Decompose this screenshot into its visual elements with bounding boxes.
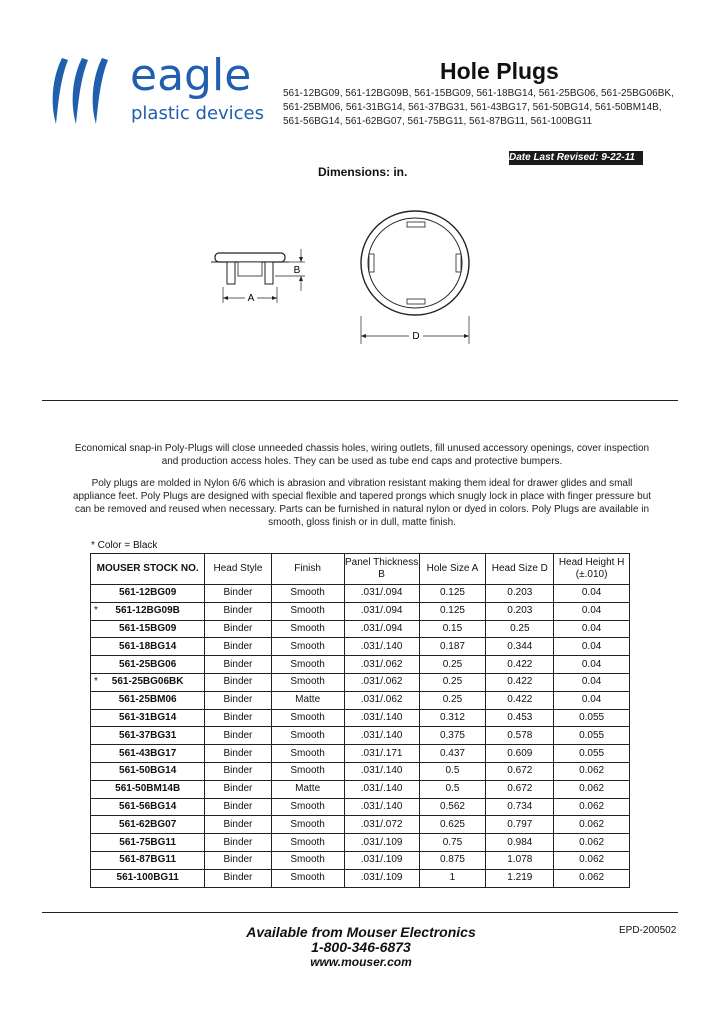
cell-head-size: 1.078 bbox=[486, 851, 554, 869]
cell-finish: Smooth bbox=[271, 745, 344, 763]
cell-finish: Smooth bbox=[271, 585, 344, 603]
cell-head-size: 0.25 bbox=[486, 620, 554, 638]
cell-panel: .031/.140 bbox=[344, 762, 419, 780]
stock-number: 561-15BG09 bbox=[119, 622, 177, 634]
stock-number: 561-12BG09 bbox=[119, 587, 177, 599]
cell-hole: 0.5 bbox=[419, 762, 486, 780]
cell-hole: 0.5 bbox=[419, 780, 486, 798]
stock-number: 561-75BG11 bbox=[119, 836, 177, 848]
col-finish-header: Finish bbox=[271, 554, 344, 585]
table-row bbox=[91, 620, 630, 638]
dim-b-label: B bbox=[293, 265, 301, 276]
cell-head-size: 0.453 bbox=[486, 709, 554, 727]
cell-head-height: 0.062 bbox=[554, 834, 630, 852]
cell-head-height: 0.062 bbox=[554, 851, 630, 869]
table-row bbox=[91, 762, 630, 780]
cell-hole: 1 bbox=[419, 869, 486, 887]
stock-number: 561-50BM14B bbox=[115, 783, 181, 795]
cell-stock bbox=[91, 656, 205, 674]
cell-finish: Smooth bbox=[271, 851, 344, 869]
cell-head-height: 0.062 bbox=[554, 798, 630, 816]
stock-number: 561-37BG31 bbox=[119, 729, 177, 741]
cell-head-style: Binder bbox=[205, 620, 271, 638]
cell-head-height: 0.04 bbox=[554, 656, 630, 674]
table-row bbox=[91, 798, 630, 816]
cell-finish: Matte bbox=[271, 691, 344, 709]
cell-panel: .031/.062 bbox=[344, 656, 419, 674]
cell-head-height: 0.04 bbox=[554, 602, 630, 620]
stock-number: 561-56BG14 bbox=[119, 800, 177, 812]
cell-hole: 0.25 bbox=[419, 691, 486, 709]
table-row bbox=[91, 851, 630, 869]
cell-head-style: Binder bbox=[205, 709, 271, 727]
cell-stock bbox=[91, 834, 205, 852]
logo-tagline: plastic devices bbox=[131, 103, 265, 124]
cell-head-size: 0.672 bbox=[486, 762, 554, 780]
cell-finish: Smooth bbox=[271, 869, 344, 887]
cell-finish: Smooth bbox=[271, 709, 344, 727]
cell-head-size: 0.422 bbox=[486, 673, 554, 691]
dimensions-label: Dimensions: in. bbox=[318, 165, 408, 179]
cell-hole: 0.187 bbox=[419, 638, 486, 656]
cell-panel: .031/.140 bbox=[344, 780, 419, 798]
cell-head-height: 0.062 bbox=[554, 762, 630, 780]
dim-d-label: D bbox=[412, 331, 420, 342]
cell-head-style: Binder bbox=[205, 602, 271, 620]
cell-head-style: Binder bbox=[205, 834, 271, 852]
cell-finish: Smooth bbox=[271, 656, 344, 674]
table-row bbox=[91, 745, 630, 763]
cell-hole: 0.437 bbox=[419, 745, 486, 763]
cell-stock bbox=[91, 673, 205, 691]
cell-finish: Smooth bbox=[271, 727, 344, 745]
cell-panel: .031/.072 bbox=[344, 816, 419, 834]
cell-finish: Smooth bbox=[271, 816, 344, 834]
part-number-list: 561-12BG09, 561-12BG09B, 561-15BG09, 561-18BG14, 561-25BG06, 561-25BG06BK, 561-25BM06, 561-31BG14, 561-37BG31, 561-43BG17, 561-50BG14, 561-50BM14B, 561-56BG14, 561-62BG07, 561-75BG11, 561-87BG11, 561-100BG11 bbox=[283, 88, 674, 127]
stock-number: 561-12BG09B bbox=[115, 605, 180, 617]
cell-panel: .031/.109 bbox=[344, 834, 419, 852]
cell-head-style: Binder bbox=[205, 691, 271, 709]
table-row bbox=[91, 869, 630, 887]
col-panel-header: Panel Thickness B bbox=[344, 554, 419, 585]
cell-stock bbox=[91, 585, 205, 603]
table-row bbox=[91, 780, 630, 798]
cell-finish: Smooth bbox=[271, 638, 344, 656]
footer-phone: 1-800-346-6873 bbox=[311, 939, 411, 955]
cell-hole: 0.312 bbox=[419, 709, 486, 727]
cell-head-height: 0.04 bbox=[554, 620, 630, 638]
cell-head-height: 0.04 bbox=[554, 585, 630, 603]
stock-number: 561-43BG17 bbox=[119, 747, 177, 759]
cell-head-style: Binder bbox=[205, 851, 271, 869]
cell-head-size: 0.797 bbox=[486, 816, 554, 834]
cell-head-size: 0.344 bbox=[486, 638, 554, 656]
cell-head-size: 0.203 bbox=[486, 585, 554, 603]
footer-availability bbox=[244, 925, 478, 970]
cell-head-height: 0.055 bbox=[554, 745, 630, 763]
table-row bbox=[91, 709, 630, 727]
revised-label: Date Last Revised: bbox=[509, 152, 599, 163]
footer-web-link[interactable]: www.mouser.com bbox=[310, 955, 412, 969]
cell-hole: 0.75 bbox=[419, 834, 486, 852]
cell-head-size: 1.219 bbox=[486, 869, 554, 887]
col-head-style-header: Head Style bbox=[205, 554, 271, 585]
cell-head-size: 0.422 bbox=[486, 656, 554, 674]
cell-panel: .031/.171 bbox=[344, 745, 419, 763]
table-row bbox=[91, 638, 630, 656]
cell-head-size: 0.734 bbox=[486, 798, 554, 816]
top-view-diagram bbox=[355, 208, 475, 348]
divider-bottom bbox=[42, 912, 678, 913]
cell-head-height: 0.062 bbox=[554, 869, 630, 887]
cell-panel: .031/.140 bbox=[344, 727, 419, 745]
cell-stock bbox=[91, 727, 205, 745]
cell-head-height: 0.062 bbox=[554, 780, 630, 798]
stock-number: 561-62BG07 bbox=[119, 818, 177, 830]
cell-hole: 0.375 bbox=[419, 727, 486, 745]
cell-head-style: Binder bbox=[205, 673, 271, 691]
cell-stock bbox=[91, 780, 205, 798]
col-hole-header: Hole Size A bbox=[419, 554, 486, 585]
stock-number: 561-25BM06 bbox=[118, 694, 177, 706]
black-color-marker: * bbox=[94, 604, 98, 616]
cell-head-style: Binder bbox=[205, 727, 271, 745]
cell-panel: .031/.062 bbox=[344, 691, 419, 709]
spec-table bbox=[90, 553, 630, 888]
cell-panel: .031/.109 bbox=[344, 869, 419, 887]
cell-finish: Smooth bbox=[271, 798, 344, 816]
cell-panel: .031/.140 bbox=[344, 709, 419, 727]
footer-available-text: Available from Mouser Electronics bbox=[246, 924, 476, 940]
page-title: Hole Plugs bbox=[440, 58, 559, 84]
stock-number: 561-31BG14 bbox=[119, 711, 177, 723]
cell-head-style: Binder bbox=[205, 656, 271, 674]
table-row bbox=[91, 602, 630, 620]
cell-finish: Smooth bbox=[271, 762, 344, 780]
cell-head-size: 0.609 bbox=[486, 745, 554, 763]
divider-top bbox=[42, 400, 678, 401]
cell-head-height: 0.062 bbox=[554, 816, 630, 834]
cell-stock bbox=[91, 638, 205, 656]
cell-head-height: 0.04 bbox=[554, 673, 630, 691]
cell-head-size: 0.422 bbox=[486, 691, 554, 709]
cell-finish: Smooth bbox=[271, 620, 344, 638]
cell-panel: .031/.140 bbox=[344, 798, 419, 816]
cell-head-style: Binder bbox=[205, 869, 271, 887]
cell-stock bbox=[91, 745, 205, 763]
cell-stock bbox=[91, 691, 205, 709]
cell-hole: 0.25 bbox=[419, 656, 486, 674]
cell-hole: 0.15 bbox=[419, 620, 486, 638]
cell-head-size: 0.672 bbox=[486, 780, 554, 798]
cell-panel: .031/.094 bbox=[344, 602, 419, 620]
cell-stock bbox=[91, 602, 205, 620]
col-head-size-header: Head Size D bbox=[486, 554, 554, 585]
stock-number: 561-25BG06 bbox=[119, 658, 177, 670]
revised-date: 9-22-11 bbox=[601, 152, 635, 163]
revised-banner bbox=[509, 151, 643, 165]
cell-panel: .031/.094 bbox=[344, 620, 419, 638]
table-row bbox=[91, 727, 630, 745]
color-note: * Color = Black bbox=[91, 540, 158, 551]
side-view-diagram bbox=[205, 245, 315, 307]
cell-stock bbox=[91, 869, 205, 887]
cell-head-height: 0.055 bbox=[554, 709, 630, 727]
table-row bbox=[91, 834, 630, 852]
cell-stock bbox=[91, 620, 205, 638]
cell-stock bbox=[91, 851, 205, 869]
cell-head-size: 0.203 bbox=[486, 602, 554, 620]
col-head-height-header: Head Height H (±.010) bbox=[554, 554, 630, 585]
cell-head-height: 0.04 bbox=[554, 638, 630, 656]
cell-head-style: Binder bbox=[205, 745, 271, 763]
cell-hole: 0.125 bbox=[419, 585, 486, 603]
description-paragraph-1: Economical snap-in Poly-Plugs will close unneeded chassis holes, wiring outlets, fill unused accessory openings, cover inspection and production access holes. They can be used as tube end caps and protective bumpers. bbox=[74, 443, 650, 467]
cell-stock bbox=[91, 709, 205, 727]
cell-head-style: Binder bbox=[205, 780, 271, 798]
cell-head-style: Binder bbox=[205, 638, 271, 656]
cell-panel: .031/.094 bbox=[344, 585, 419, 603]
dim-a-label: A bbox=[247, 293, 255, 304]
stock-number: 561-25BG06BK bbox=[111, 676, 184, 688]
table-row bbox=[91, 673, 630, 691]
logo-stripes-icon bbox=[48, 56, 116, 126]
cell-stock bbox=[91, 798, 205, 816]
logo-brand: eagle bbox=[130, 50, 252, 101]
cell-head-height: 0.055 bbox=[554, 727, 630, 745]
cell-hole: 0.562 bbox=[419, 798, 486, 816]
cell-finish: Smooth bbox=[271, 673, 344, 691]
cell-finish: Smooth bbox=[271, 602, 344, 620]
cell-panel: .031/.062 bbox=[344, 673, 419, 691]
stock-number: 561-87BG11 bbox=[119, 854, 177, 866]
cell-hole: 0.125 bbox=[419, 602, 486, 620]
cell-head-style: Binder bbox=[205, 762, 271, 780]
stock-number: 561-100BG11 bbox=[116, 872, 179, 884]
cell-hole: 0.875 bbox=[419, 851, 486, 869]
cell-finish: Smooth bbox=[271, 834, 344, 852]
table-row bbox=[91, 691, 630, 709]
cell-head-height: 0.04 bbox=[554, 691, 630, 709]
table-header-row bbox=[91, 554, 630, 585]
cell-head-size: 0.984 bbox=[486, 834, 554, 852]
stock-number: 561-18BG14 bbox=[119, 640, 177, 652]
col-stock-header: MOUSER STOCK NO. bbox=[91, 554, 205, 585]
cell-stock bbox=[91, 816, 205, 834]
cell-hole: 0.625 bbox=[419, 816, 486, 834]
cell-panel: .031/.140 bbox=[344, 638, 419, 656]
cell-panel: .031/.109 bbox=[344, 851, 419, 869]
cell-finish: Matte bbox=[271, 780, 344, 798]
black-color-marker: * bbox=[94, 675, 98, 687]
cell-hole: 0.25 bbox=[419, 673, 486, 691]
description-paragraph-2: Poly plugs are molded in Nylon 6/6 which is abrasion and vibration resistant making them ideal for drawer glides and small appliance feet. Poly Plugs are designed with special flexible and tapered prongs which snugly lock in place with finger pressure but can be removed and reused when necessary. Parts can be furnished in natural nylon or dyed in colors. Poly Plugs are available in smooth, gloss finish or in dull, matte finish. bbox=[72, 478, 652, 528]
cell-head-style: Binder bbox=[205, 798, 271, 816]
table-row bbox=[91, 656, 630, 674]
cell-head-style: Binder bbox=[205, 585, 271, 603]
cell-stock bbox=[91, 762, 205, 780]
table-row bbox=[91, 816, 630, 834]
document-code: EPD-200502 bbox=[619, 925, 677, 936]
cell-head-style: Binder bbox=[205, 816, 271, 834]
stock-number: 561-50BG14 bbox=[119, 765, 177, 777]
table-row bbox=[91, 585, 630, 603]
cell-head-size: 0.578 bbox=[486, 727, 554, 745]
